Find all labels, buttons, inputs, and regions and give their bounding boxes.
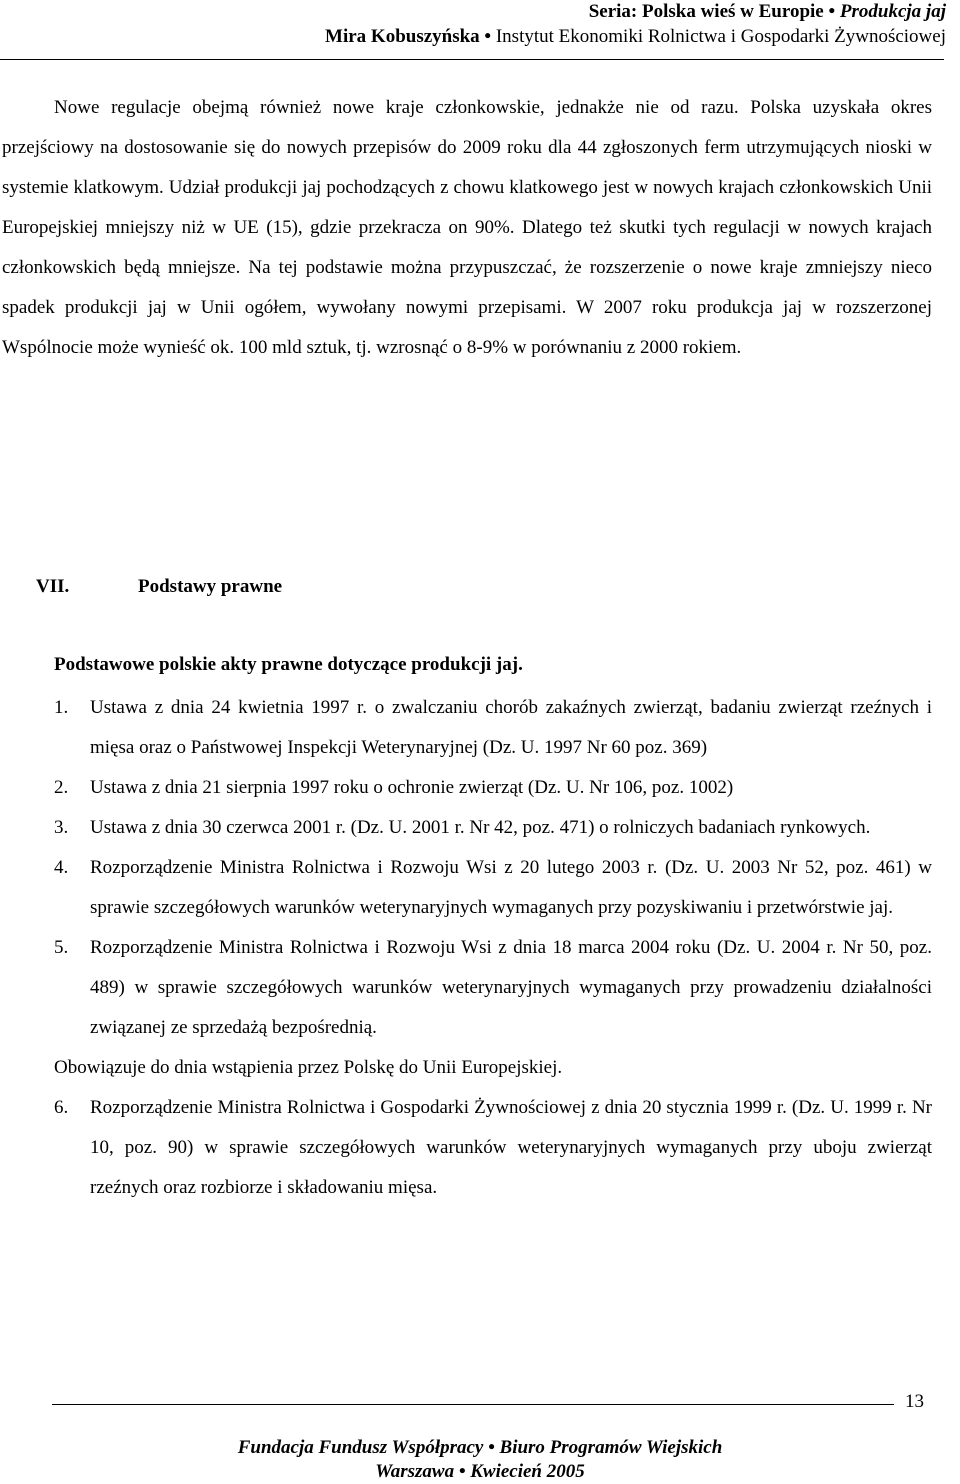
list-item-text: Ustawa z dnia 21 sierpnia 1997 roku o ochronie zwierząt (Dz. U. Nr 106, poz. 1002) <box>90 777 734 798</box>
list-item-text: Ustawa z dnia 30 czerwca 2001 r. (Dz. U. 2001 r. Nr 42, poz. 471) o rolniczych badaniach rynkowych. <box>90 817 871 838</box>
header-series <box>246 0 946 24</box>
header-author-line <box>126 24 946 50</box>
list-item <box>54 848 932 928</box>
list-item-number: 1. <box>54 697 69 718</box>
list-item <box>54 808 932 848</box>
section-number: VII. <box>36 576 70 597</box>
page-number: 13 <box>905 1391 924 1412</box>
section-title: Podstawy prawne <box>138 576 283 597</box>
list-item-number: 4. <box>54 857 69 878</box>
legal-acts-list <box>54 688 932 1208</box>
list-item <box>54 688 932 768</box>
list-item-text: Ustawa z dnia 24 kwietnia 1997 r. o zwalczaniu chorób zakaźnych zwierząt, badaniu zwierząt rzeźnych i mięsa oraz o Państwowej Inspekcji Weterynaryjnej (Dz. U. 1997 Nr 60 poz. 369) <box>90 697 932 758</box>
institute-name: Instytut Ekonomiki Rolnictwa i Gospodarki Żywnościowej <box>495 26 946 47</box>
list-item <box>54 768 932 808</box>
footer-place-date: Warszawa • Kwiecień 2005 <box>375 1461 585 1482</box>
list-item-number: 5. <box>54 937 69 958</box>
list-item-number: 6. <box>54 1097 69 1118</box>
list-item-number: 2. <box>54 777 69 798</box>
body-paragraph-text: Nowe regulacje obejmą również nowe kraje członkowskie, jednakże nie od razu. Polska uzyskała okres przejściowy na dostosowanie się do nowych przepisów do 2009 roku dla 44 zgłoszonych ferm utrzymujących nioski w systemie klatkowym. Udział produkcji jaj pochodzących z chowu klatkowego jest w nowych krajach członkowskich Unii Europejskiej mniejszy niż w UE (15), gdzie przekracza on 90%. Dlatego też skutki tych regulacji w nowych krajach członkowskich będą mniejsze. Na tej podstawie można przypuszczać, że rozszerzenie o nowe kraje zmniejszy nieco spadek produkcji jaj w Unii ogółem, wywołany nowymi przepisami. W 2007 roku produkcja jaj w rozszerzonej Wspólnocie może wynieść ok. 100 mld sztuk, tj. wzrosnąć o 8-9% w porównaniu z 2000 rokiem. <box>2 97 932 358</box>
list-item-text: Rozporządzenie Ministra Rolnictwa i Rozwoju Wsi z dnia 18 marca 2004 roku (Dz. U. 2004 r. Nr 50, poz. 489) w sprawie szczegółowych warunków weterynaryjnych wymaganych przy prowadzeniu działalności związanej ze sprzedażą bezpośrednią. <box>90 937 932 1038</box>
footer-organization: Fundacja Fundusz Współpracy • Biuro Programów Wiejskich <box>237 1437 723 1458</box>
footer-divider <box>52 1404 894 1405</box>
author-name: Mira Kobuszyńska • <box>325 26 492 47</box>
series-title: Produkcja jaj <box>839 1 946 22</box>
list-item-text: Rozporządzenie Ministra Rolnictwa i Rozwoju Wsi z 20 lutego 2003 r. (Dz. U. 2003 Nr 52, poz. 461) w sprawie szczegółowych warunków weterynaryjnych wymaganych przy pozyskiwaniu i przetwórstwie jaj. <box>90 857 932 918</box>
body-paragraph <box>2 88 932 368</box>
list-item-number: 3. <box>54 817 69 838</box>
header-divider <box>0 59 944 60</box>
series-label: Seria: Polska wieś w Europie • <box>588 1 836 22</box>
legal-acts-subheading: Podstawowe polskie akty prawne dotyczące produkcji jaj. <box>54 654 523 675</box>
list-item-text: Rozporządzenie Ministra Rolnictwa i Gospodarki Żywnościowej z dnia 20 stycznia 1999 r. (Dz. U. 1999 r. Nr 10, poz. 90) w sprawie szczegółowych warunków weterynaryjnych wymaganych przy uboju zwierząt rzeźnych oraz rozbiorze i składowaniu mięsa. <box>90 1097 932 1198</box>
validity-note: Obowiązuje do dnia wstąpienia przez Polskę do Unii Europejskiej. <box>54 1057 563 1078</box>
list-item <box>54 928 932 1048</box>
list-item <box>54 1088 932 1208</box>
